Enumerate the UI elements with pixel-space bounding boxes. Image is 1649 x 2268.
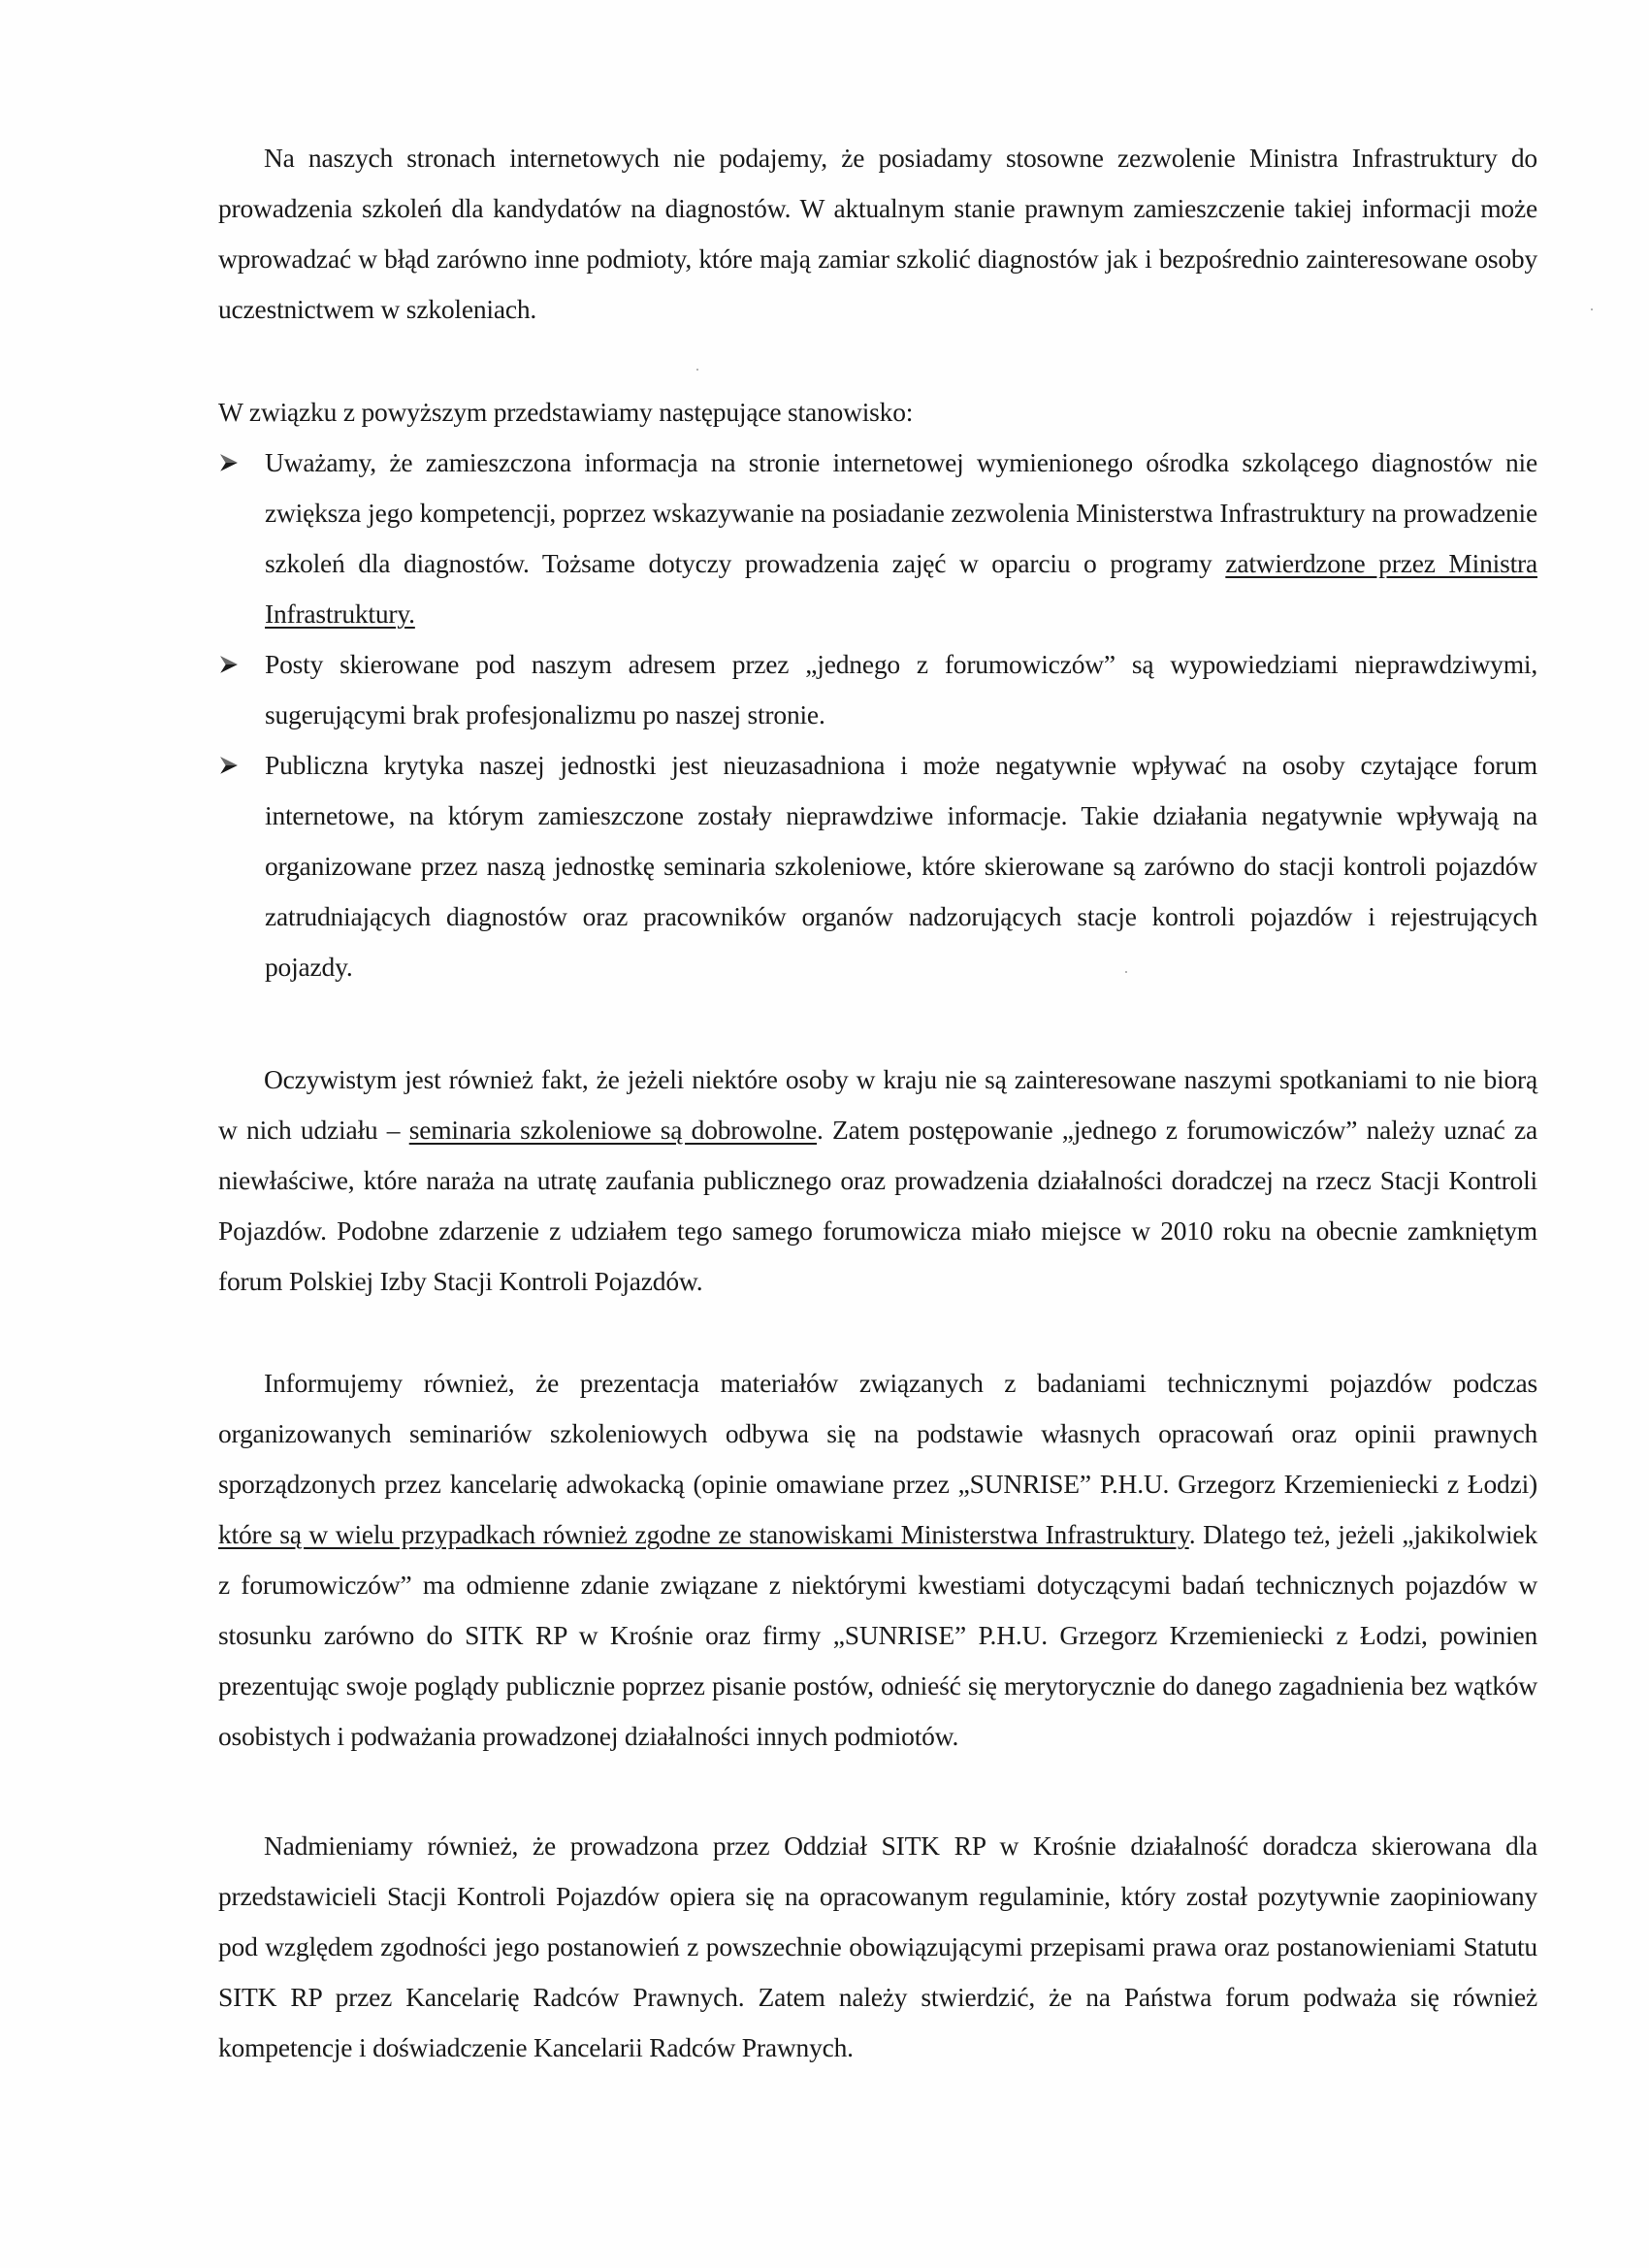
paragraph-4-text: [218, 1358, 1537, 1762]
bullet-item-2: [218, 639, 1537, 740]
bullet-3-text: Publiczna krytyka naszej jednostki jest nieuzasadniona i może negatywnie wpływać na osoby czytające forum internetowe, na którym zamieszczone zostały nieprawdziwe informacje. Takie działania negatywnie wpływają na organizowane przez naszą jednostkę seminaria szkoleniowe, które skierowane są zarówno do stacji kontroli pojazdów zatrudniających diagnostów oraz pracowników organów nadzorujących stacje kontroli pojazdów i rejestrujących pojazdy.: [265, 750, 1537, 982]
bullet-item-3: [218, 740, 1537, 992]
paragraph-3-text: [218, 1054, 1537, 1307]
scan-speck: [1125, 971, 1127, 973]
arrowhead-bullet-icon: [218, 437, 243, 488]
paragraph-materials-presentation: [218, 1358, 1537, 1762]
arrowhead-bullet-icon: [218, 639, 243, 690]
paragraph-3-text-after: . Zatem postępowanie „jednego z forumowiczów” należy uznać za niewłaściwe, które naraża na utratę zaufania publicznego oraz prowadzenia działalności doradczej na rzecz Stacji Kontroli Pojazdów. Podobne zdarzenie z udziałem tego samego forumowicza miało miejsce w 2010 roku na obecnie zamkniętym forum Polskiej Izby Stacji Kontroli Pojazdów.: [218, 1115, 1537, 1296]
paragraph-4-text-before: Informujemy również, że prezentacja materiałów związanych z badaniami technicznymi pojazdów podczas organizowanych seminariów szkoleniowych odbywa się na podstawie własnych opracowań oraz opinii prawnych sporządzonych przez kancelarię adwokacką (opinie omawiane przez „SUNRISE” P.H.U. Grzegorz Krzemieniecki z Łodzi): [218, 1368, 1537, 1499]
paragraph-4-text-after: . Dlatego też, jeżeli „jakikolwiek z forumowiczów” ma odmienne zdanie związane z niektórymi kwestiami dotyczącymi badań technicznych pojazdów w stosunku zarówno do SITK RP w Krośnie oraz firmy „SUNRISE” P.H.U. Grzegorz Krzemieniecki z Łodzi, powinien prezentując swoje poglądy publicznie poprzez pisanie postów, odnieść się merytorycznie do danego zagadnienia bez wątków osobistych i podważania prowadzonej działalności innych podmiotów.: [218, 1519, 1537, 1751]
paragraph-voluntary-seminars: [218, 1054, 1537, 1307]
paragraph-3-underlined-text: seminaria szkoleniowe są dobrowolne: [408, 1115, 818, 1145]
paragraph-1-text: Na naszych stronach internetowych nie podajemy, że posiadamy stosowne zezwolenie Ministra Infrastruktury do prowadzenia szkoleń dla kandydatów na diagnostów. W aktualnym stanie prawnym zamieszczenie takiej informacji może wprowadzać w błąd zarówno inne podmioty, które mają zamiar szkolić diagnostów jak i bezpośrednio zainteresowane osoby uczestnictwem w szkoleniach.: [218, 143, 1537, 324]
paragraph-3-text-before: Oczywistym jest również fakt, że jeżeli niektóre osoby w kraju nie są zainteresowane naszymi spotkaniami to nie biorą w nich udziału –: [218, 1064, 1537, 1145]
paragraph-5-text: Nadmieniamy również, że prowadzona przez Oddział SITK RP w Krośnie działalność doradcza skierowana dla przedstawicieli Stacji Kontroli Pojazdów opiera się na opracowanym regulaminie, który został pozytywnie zaopiniowany pod względem zgodności jego postanowień z powszechnie obowiązującymi przepisami prawa oraz postanowieniami Statutu SITK RP przez Kancelarię Radców Prawnych. Zatem należy stwierdzić, że na Państwa forum podważa się również kompetencje i doświadczenie Kancelarii Radców Prawnych.: [218, 1831, 1537, 2062]
bullets: [218, 437, 1537, 992]
stance-intro-block: [218, 387, 1537, 437]
bullet-2-text: Posty skierowane pod naszym adresem przez „jednego z forumowiczów” są wypowiedziami nieprawdziwymi, sugerującymi brak profesjonalizmu po naszej stronie.: [265, 649, 1537, 729]
bullet-item-1: [218, 437, 1537, 639]
bullet-1-text: Uważamy, że zamieszczona informacja na stronie internetowej wymienionego ośrodka szkolącego diagnostów nie zwiększa jego kompetencji, poprzez wskazywanie na posiadanie zezwolenia Ministerstwa Infrastruktury na prowadzenie szkoleń dla diagnostów. Tożsame dotyczy prowadzenia zajęć w oparciu o programy: [265, 447, 1537, 578]
stance-intro-text: W związku z powyższym przedstawiamy następujące stanowisko:: [218, 397, 914, 427]
bullet-1-underlined-text: zatwierdzone przez Ministra Infrastruktury.: [265, 548, 1537, 629]
scan-speck: [696, 369, 698, 371]
scan-speck: [1591, 308, 1593, 310]
arrowhead-bullet-icon: [218, 740, 243, 791]
paragraph-4-underlined-text: które są w wielu przypadkach również zgodne ze stanowiskami Ministerstwa Infrastruktury: [218, 1519, 1189, 1549]
stance-bullet-list: [218, 437, 1537, 992]
paragraph-permit-statement: [218, 133, 1537, 335]
paragraph-advisory-regulations: [218, 1821, 1537, 2073]
